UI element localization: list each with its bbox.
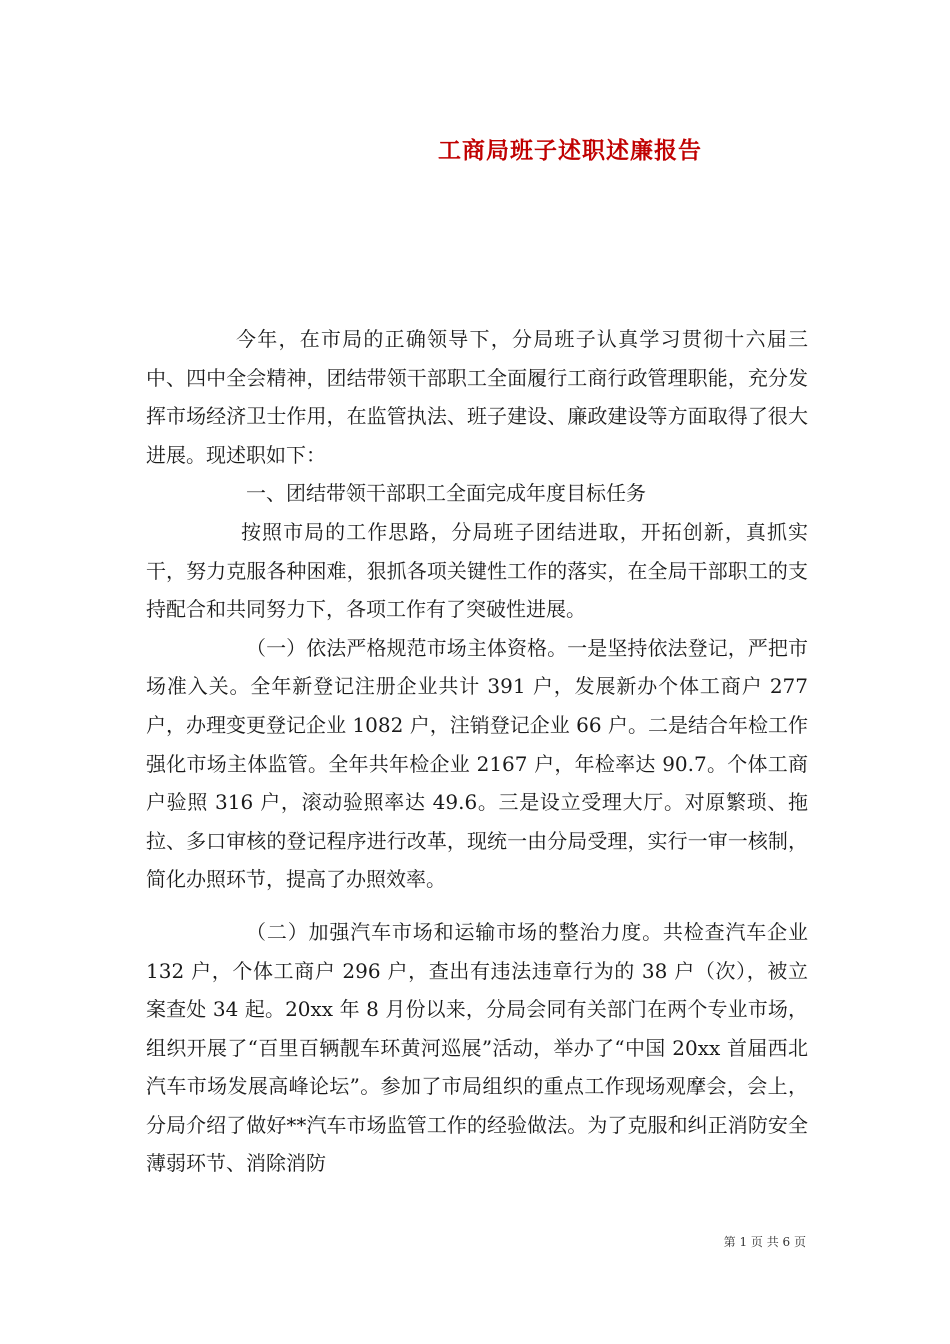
paragraph-item-1: （一）依法严格规范市场主体资格。一是坚持依法登记，严把市场准入关。全年新登记注册企业共计 391 户，发展新办个体工商户 277 户，办理变更登记企业 1082 户，注销登记企业 66 户。二是结合年检工作强化市场主体监管。全年共年检企业 2167 户，年检率达 90.7。个体工商户验照 316 户，滚动验照率达 49.6。三是设立受理大厅。对原繁琐、拖拉、多口审核的登记程序进行改革，现统一由分局受理，实行一审一核制，简化办照环节，提高了办照效率。 (146, 635, 808, 892)
paragraph-item-2: （二）加强汽车市场和运输市场的整治力度。共检查汽车企业 132 户，个体工商户 296 户，查出有违法违章行为的 38 户（次），被立案查处 34 起。20xx 年 8 月份以来，分局会同有关部门在两个专业市场，组织开展了“百里百辆靓车环黄河巡展”活动，举办了“中国 20xx 首届西北汽车市场发展高峰论坛”。参加了市局组织的重点工作现场观摩会，会上，分局介绍了做好**汽车市场监管工作的经验做法。为了克服和纠正消防安全薄弱环节、消除消防 (146, 919, 808, 1176)
paragraph-intro: 今年，在市局的正确领导下，分局班子认真学习贯彻十六届三中、四中全会精神，团结带领干部职工全面履行工商行政管理职能，充分发挥市场经济卫士作用，在监管执法、班子建设、廉政建设等方面取得了很大进展。现述职如下： (146, 327, 808, 467)
document-title: 工商局班子述职述廉报告 (438, 137, 702, 164)
document-body (146, 320, 808, 1183)
section-heading-1: 一、团结带领干部职工全面完成年度目标任务 (246, 481, 646, 506)
paragraph-overview: 按照市局的工作思路，分局班子团结进取，开拓创新，真抓实干，努力克服各种困难，狠抓各项关键性工作的落实，在全局干部职工的支持配合和共同努力下，各项工作有了突破性进展。 (146, 519, 808, 622)
page-number-footer: 第 1 页 共 6 页 (723, 1235, 806, 1249)
